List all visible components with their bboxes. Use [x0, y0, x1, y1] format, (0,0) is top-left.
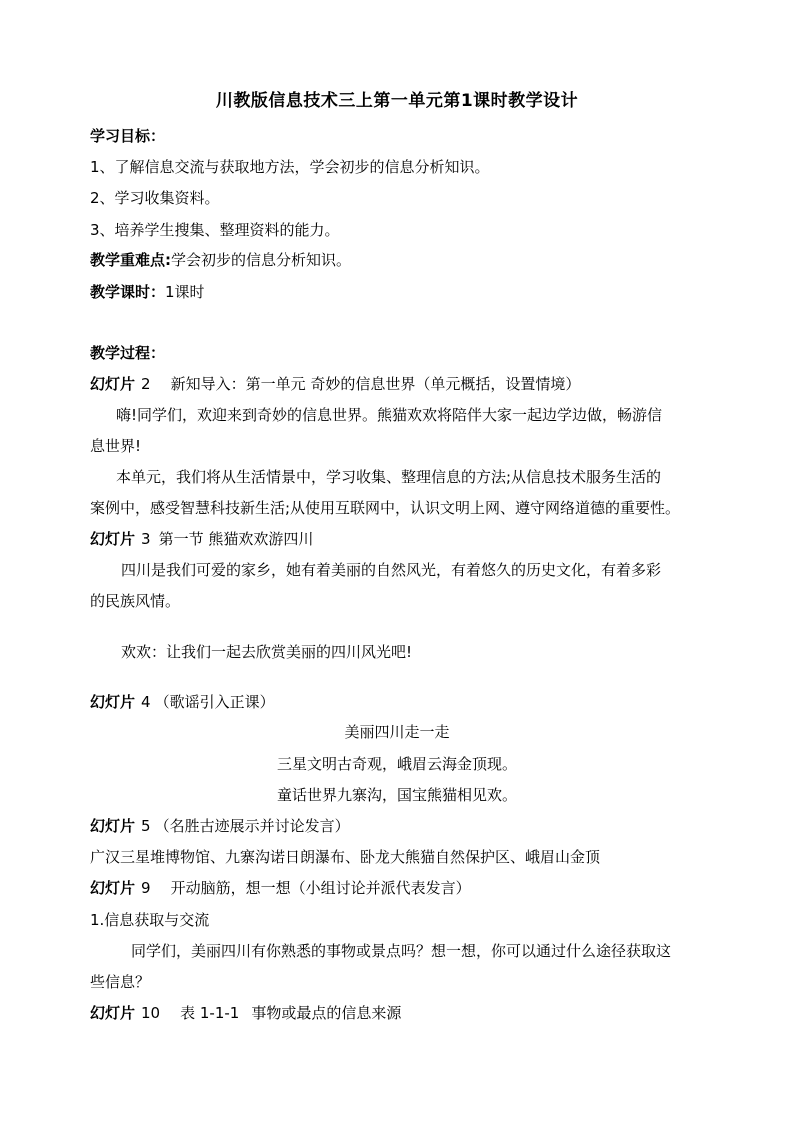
slide-number: 4 [141, 693, 151, 711]
objective-item: 1、了解信息交流与获取地方法，学会初步的信息分析知识。 [90, 158, 490, 176]
slide10-heading [90, 1003, 401, 1023]
slide-number: 9 [141, 879, 151, 897]
slide-title: 事物或最点的信息来源 [251, 1004, 402, 1022]
poem-line: 三星文明古奇观，峨眉云海金顶现。 [276, 755, 517, 773]
paragraph-line: 的民族风情。 [90, 592, 181, 610]
key-point-text: 学会初步的信息分析知识。 [171, 251, 352, 269]
teaching-hours [90, 282, 205, 302]
paragraph-line: 广汉三星堆博物馆、九寨沟诺日朗瀑布、卧龙大熊猫自然保护区、峨眉山金顶 [90, 848, 601, 866]
slide3-heading [90, 529, 313, 549]
paragraph-line: 同学们，美丽四川有你熟悉的事物或景点吗？想一想，你可以通过什么途径获取这 [131, 942, 672, 960]
poem-title: 美丽四川走一走 [344, 723, 450, 741]
teaching-hours-text: 1课时 [165, 283, 205, 301]
slide-label: 幻灯片 [90, 530, 136, 548]
slide-number: 3 [141, 530, 151, 548]
objective-item: 2、学习收集资料。 [90, 189, 220, 207]
paragraph-line: 本单元，我们将从生活情景中，学习收集、整理信息的方法;从信息技术服务生活的 [116, 468, 662, 486]
paragraph-line: 些信息？ [90, 973, 151, 991]
key-point-label: 教学重难点: [90, 251, 171, 269]
slide-label: 幻灯片 [90, 693, 136, 711]
table-reference: 表 1-1-1 [180, 1004, 240, 1022]
slide-title: （歌谣引入正课） [154, 693, 275, 711]
slide-title: 第一节 熊猫欢欢游四川 [158, 530, 314, 548]
slide-number: 2 [141, 375, 151, 393]
slide-title: 开动脑筋，想一想（小组讨论并派代表发言） [170, 879, 471, 897]
slide5-heading [90, 816, 350, 836]
objective-item: 3、培养学生搜集、整理资料的能力。 [90, 221, 340, 239]
slide-label: 幻灯片 [90, 375, 136, 393]
process-heading: 教学过程： [90, 344, 166, 362]
slide2-heading [90, 374, 580, 394]
slide9-heading [90, 878, 471, 898]
slide-title: （名胜古迹展示并讨论发言） [154, 817, 350, 835]
document-title: 川教版信息技术三上第一单元第1课时教学设计 [215, 91, 579, 111]
paragraph-line: 案例中，感受智慧科技新生活;从使用互联网中，认识文明上网、遵守网络道德的重要性。 [90, 499, 681, 517]
slide-label: 幻灯片 [90, 879, 136, 897]
poem-line: 童话世界九寨沟，国宝熊猫相见欢。 [276, 786, 517, 804]
quote-line: 欢欢：让我们一起去欣赏美丽的四川风光吧! [121, 643, 413, 661]
slide-number: 5 [141, 817, 151, 835]
slide-label: 幻灯片 [90, 817, 136, 835]
paragraph-line: 四川是我们可爱的家乡，她有着美丽的自然风光，有着悠久的历史文化，有着多彩 [121, 561, 662, 579]
slide-title: 新知导入：第一单元 奇妙的信息世界（单元概括，设置情境） [170, 375, 581, 393]
key-point [90, 250, 351, 270]
teaching-hours-label: 教学课时： [90, 283, 166, 301]
paragraph-line: 嗨!同学们，欢迎来到奇妙的信息世界。熊猫欢欢将陪伴大家一起边学边做，畅游信 [116, 406, 663, 424]
slide-number: 10 [141, 1004, 161, 1022]
subheading: 1.信息获取与交流 [90, 911, 210, 929]
paragraph-line: 息世界! [90, 437, 142, 455]
slide4-heading [90, 692, 275, 712]
slide-label: 幻灯片 [90, 1004, 136, 1022]
objectives-heading: 学习目标： [90, 127, 166, 145]
